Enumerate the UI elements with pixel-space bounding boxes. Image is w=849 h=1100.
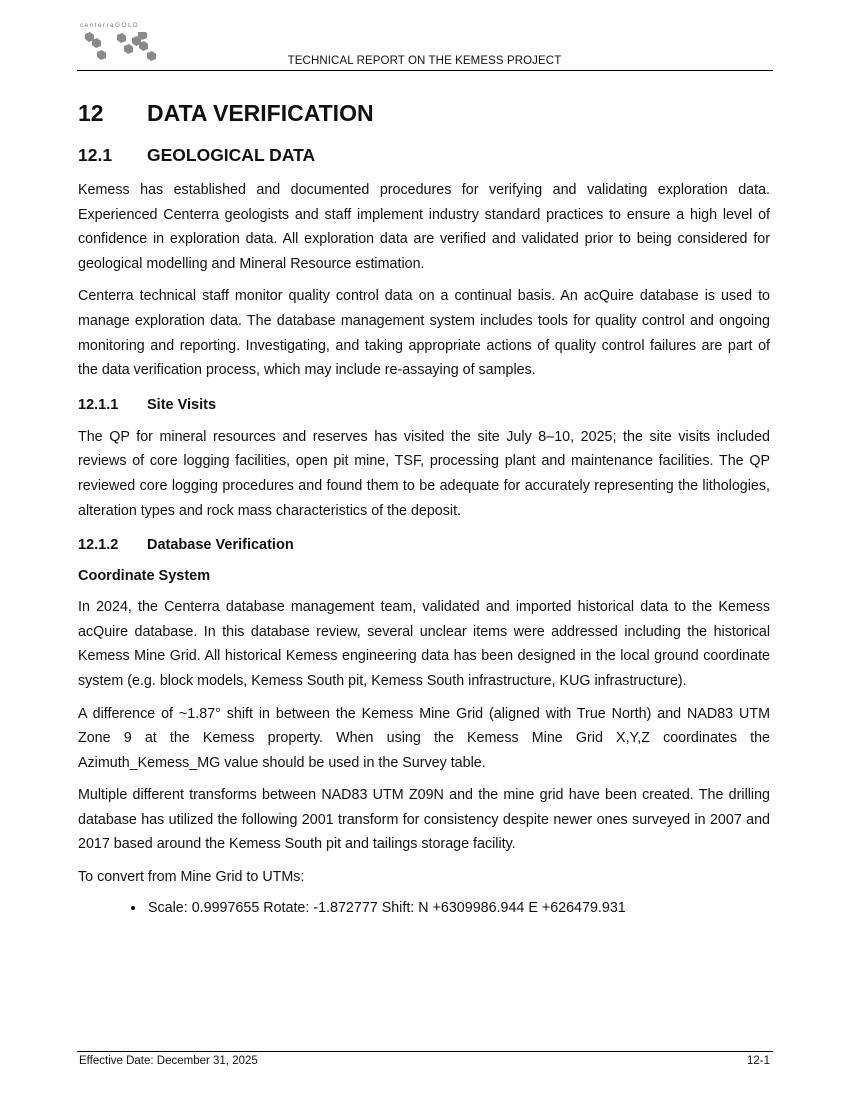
- section-title: DATA VERIFICATION: [147, 100, 374, 126]
- section-heading: [78, 96, 770, 130]
- database-verification-title: Database Verification: [147, 537, 294, 554]
- effective-date: Effective Date: December 31, 2025: [79, 1055, 258, 1067]
- paragraph: To convert from Mine Grid to UTMs:: [78, 869, 305, 886]
- list-item: • Scale: 0.9997655 Rotate: -1.872777 Shift: N +6309986.944 E +626479.931: [146, 896, 770, 920]
- site-visits-number: 12.1.1: [78, 396, 119, 413]
- database-verification-number: 12.1.2: [78, 537, 119, 554]
- coordinate-system-heading: Coordinate System: [78, 568, 211, 585]
- logo-wordmark: centerraGOLD: [80, 22, 140, 29]
- site-visits-title: Site Visits: [147, 396, 217, 413]
- paragraph: Multiple different transforms between NAD83 UTM Z09N and the mine grid have been created. The drilling database has utilized the following 2001 transform for consistency despite newer ones surveyed in 2007 and 2017 based around the Kemess South pit and tailings storage facility.: [78, 787, 770, 853]
- footer-divider: [77, 1051, 773, 1052]
- bullet-list: [78, 896, 770, 920]
- paragraph: In 2024, the Centerra database management team, validated and imported historical data to the Kemess acQuire database. In this database review, several unclear items were addressed including the historical Kemess Mine Grid. All historical Kemess engineering data has been designed in the local ground coordinate system (e.g. block models, Kemess South pit, Kemess South infrastructure, KUG infrastructure).: [78, 599, 770, 689]
- document-body: [78, 96, 770, 920]
- header-divider: [77, 70, 773, 71]
- report-header-title: TECHNICAL REPORT ON THE KEMESS PROJECT: [287, 55, 562, 67]
- subsection-number: 12.1: [78, 145, 113, 165]
- paragraph: Centerra technical staff monitor quality control data on a continual basis. An acQuire database is used to manage exploration data. The database management system includes tools for quality control and ongoing monitoring and reporting. Investigating, and taking appropriate actions of quality control failures are part of the data verification process, which may include re-assaying of samples.: [78, 288, 770, 379]
- paragraph: A difference of ~1.87° shift in between the Kemess Mine Grid (aligned with True North) and NAD83 UTM Zone 9 at the Kemess property. When using the Kemess Mine Grid X,Y,Z coordinates the Azimuth_Kemess_MG value should be used in the Survey table.: [78, 705, 770, 771]
- site-visits-heading: [78, 393, 770, 417]
- subsection-heading: [78, 140, 770, 170]
- page-number: 12-1: [746, 1055, 770, 1067]
- section-number: 12: [78, 100, 104, 126]
- subsection-title: GEOLOGICAL DATA: [147, 145, 316, 165]
- database-verification-heading: [78, 533, 770, 557]
- paragraph: The QP for mineral resources and reserves has visited the site July 8–10, 2025; the site visits included reviews of core logging facilities, open pit mine, TSF, processing plant and maintenance facilities. The QP reviewed core logging procedures and found them to be adequate for accurately representing the lithologies, alteration types and rock mass characteristics of the deposit.: [78, 428, 770, 519]
- paragraph: Kemess has established and documented procedures for verifying and validating exploration data. Experienced Centerra geologists and staff implement industry standard practices to ensure a high level of confidence in exploration data. All exploration data are verified and validated prior to being considered for geological modelling and Mineral Resource estimation.: [78, 182, 770, 272]
